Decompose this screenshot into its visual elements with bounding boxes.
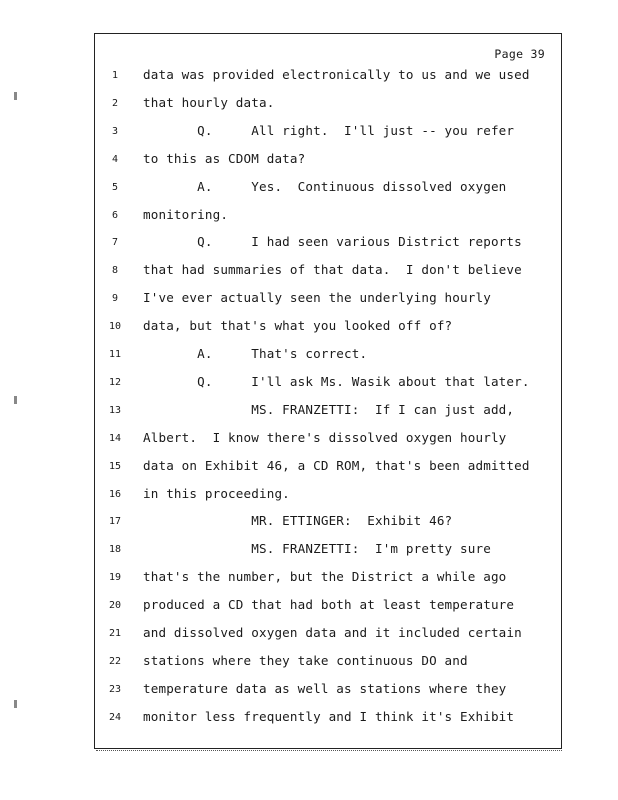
line-text: that hourly data.: [143, 94, 275, 110]
line-number: 24: [108, 711, 122, 723]
line-number: 10: [108, 321, 122, 333]
transcript-line: [95, 151, 563, 171]
transcript-line: [95, 458, 563, 478]
line-number: 13: [108, 404, 122, 416]
transcript-line: [95, 290, 563, 310]
line-number: 23: [108, 683, 122, 695]
transcript-line: [95, 374, 563, 394]
line-number: 22: [108, 655, 122, 667]
line-text: in this proceeding.: [143, 485, 290, 501]
transcript-line: [95, 513, 563, 533]
line-text: that had summaries of that data. I don't believe: [143, 262, 522, 278]
line-number: 18: [108, 544, 122, 556]
transcript-line: [95, 681, 563, 701]
line-text: monitoring.: [143, 206, 229, 222]
line-text: data was provided electronically to us and we used: [143, 67, 530, 82]
line-text: monitor less frequently and I think it's Exhibit: [143, 708, 515, 724]
line-number: 19: [108, 572, 122, 584]
line-text: to this as CDOM data?: [143, 150, 306, 166]
line-text: MS. FRANZETTI: I'm pretty sure: [143, 541, 491, 557]
line-text: A. Yes. Continuous dissolved oxygen: [143, 178, 507, 194]
line-number: 15: [108, 460, 122, 472]
transcript-line: [95, 346, 563, 366]
transcript-line: [95, 597, 563, 617]
transcript-line: [95, 262, 563, 282]
line-text: Albert. I know there's dissolved oxygen hourly: [143, 429, 507, 445]
line-text: Q. I'll ask Ms. Wasik about that later.: [143, 373, 530, 389]
transcript-line: [95, 486, 563, 506]
transcript-line: [95, 430, 563, 450]
margin-mark-top: [14, 92, 17, 100]
transcript-line: [95, 541, 563, 561]
line-number: 14: [108, 432, 122, 444]
margin-mark-middle: [14, 396, 17, 404]
transcript-line: [95, 123, 563, 143]
transcript-line: [95, 318, 563, 338]
line-number: 11: [108, 349, 122, 360]
transcript-line: [95, 179, 563, 199]
line-text: produced a CD that had both at least temperature: [143, 597, 515, 613]
line-text: MS. FRANZETTI: If I can just add,: [143, 401, 515, 417]
transcript-line: [95, 625, 563, 645]
margin-mark-bottom: [14, 700, 17, 708]
line-number: 8: [111, 265, 119, 277]
line-text: that's the number, but the District a while ago: [143, 569, 507, 585]
line-number: 17: [108, 516, 122, 528]
line-text: data on Exhibit 46, a CD ROM, that's been admitted: [143, 457, 530, 473]
transcript-line: [95, 234, 563, 254]
transcript-line: [95, 402, 563, 422]
transcript-line: [95, 95, 563, 115]
line-number: 21: [108, 628, 122, 639]
transcript-page: [94, 33, 562, 749]
line-text: stations where they take continuous DO and: [143, 652, 468, 668]
line-text: MR. ETTINGER: Exhibit 46?: [143, 513, 453, 529]
line-text: Q. I had seen various District reports: [143, 234, 522, 250]
transcript-line: [95, 653, 563, 673]
line-text: temperature data as well as stations where they: [143, 680, 507, 696]
line-text: I've ever actually seen the underlying hourly: [143, 290, 491, 306]
line-number: 16: [108, 488, 122, 500]
line-number: 7: [111, 237, 119, 249]
line-text: and dissolved oxygen data and it included certain: [143, 625, 522, 640]
line-number: 9: [111, 293, 119, 305]
line-number: 5: [111, 181, 119, 193]
transcript-line: [95, 67, 563, 87]
line-number: 2: [111, 97, 119, 109]
line-number: 3: [111, 125, 119, 137]
line-number: 20: [108, 600, 122, 612]
page-number: Page 39: [494, 47, 545, 61]
line-text: data, but that's what you looked off of?: [143, 318, 453, 334]
line-text: A. That's correct.: [143, 346, 368, 361]
transcript-line: [95, 569, 563, 589]
transcript-line: [95, 207, 563, 227]
line-number: 6: [111, 209, 119, 221]
line-number: 12: [108, 376, 122, 388]
line-number: 4: [111, 153, 119, 165]
transcript-line: [95, 709, 563, 729]
line-text: Q. All right. I'll just -- you refer: [143, 122, 515, 138]
bottom-rule: [96, 750, 562, 751]
line-number: 1: [111, 70, 119, 81]
